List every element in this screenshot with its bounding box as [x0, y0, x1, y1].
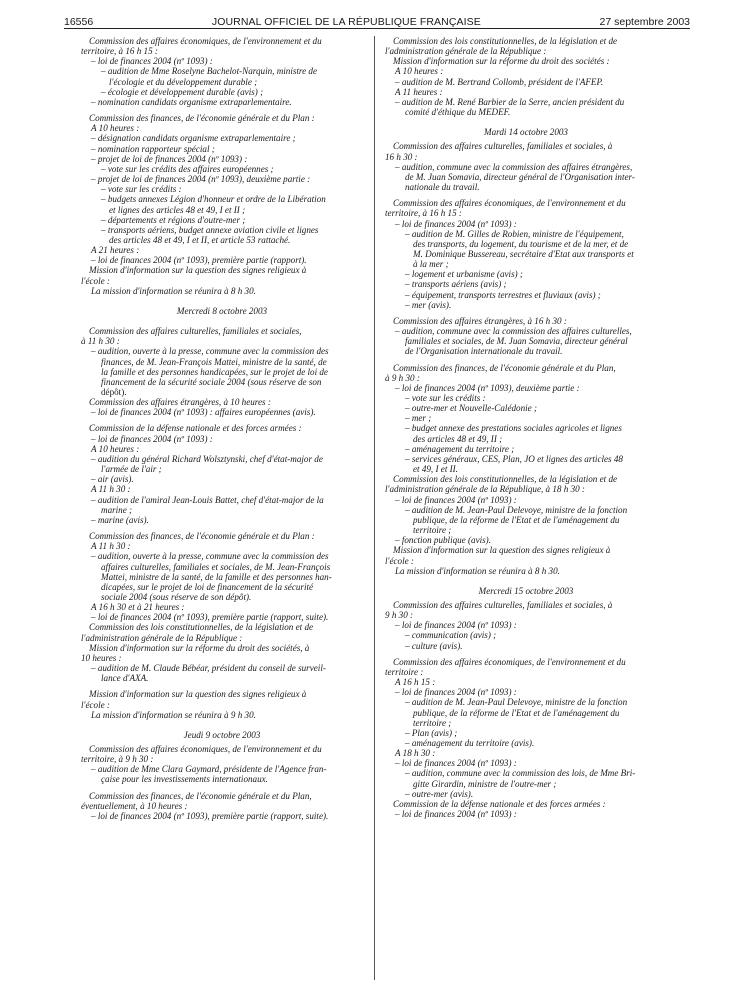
text-line: – vote sur les crédits :: [405, 393, 486, 403]
right-column: [385, 36, 667, 819]
text-line: A 10 heures :: [91, 123, 140, 134]
text-line: – mer (avis).: [405, 299, 452, 310]
text-line: comité d'éthique du MEDEF.: [405, 107, 511, 118]
text-line: 9 h 30 :: [385, 610, 414, 621]
text-line: de M. Juan Somavia, directeur général de l'Organisation inter-: [405, 171, 635, 182]
text-line: familiales et sociales, de M. Juan Somavia, directeur général: [405, 336, 628, 347]
text-line: l'école :: [81, 699, 110, 710]
text-line: Commission des affaires culturelles, familiales et sociales, à: [393, 599, 613, 610]
text-line: territoire, à 16 h 15 :: [81, 46, 158, 57]
text-line: Mission d'information sur la réforme du droit des sociétés, à: [89, 642, 310, 653]
text-line: – loi de finances 2004 (nº 1093) :: [91, 433, 213, 444]
text-line: financement de la sécurité sociale 2004 (sous réserve de son: [101, 376, 322, 387]
date-heading: Jeudi 9 octobre 2003: [183, 729, 261, 740]
text-line: éventuellement, à 10 heures :: [81, 800, 188, 811]
issue-date: 27 septembre 2003: [599, 16, 690, 28]
text-line: A 10 heures :: [395, 66, 444, 77]
text-line: – audition de M. Gilles de Robien, ministre de l'équipement,: [405, 228, 624, 239]
text-line: dépôt).: [101, 387, 127, 397]
text-line: territoire :: [385, 666, 424, 677]
text-line: – outre-mer et Nouvelle-Calédonie ;: [405, 403, 537, 414]
text-line: l'armée de l'air ;: [101, 464, 162, 475]
text-line: A 18 h 30 :: [395, 748, 436, 759]
text-line: Commission des affaires culturelles, familiales et sociales, à: [393, 141, 613, 152]
text-line: l'école :: [385, 555, 414, 566]
text-line: – services généraux, CES, Plan, JO et lignes des articles 48: [405, 453, 623, 464]
text-line: – transports aériens (avis) ;: [405, 279, 507, 290]
text-line: l'école :: [81, 275, 110, 286]
text-line: – écologie et développement durable (avis) ;: [101, 86, 264, 97]
text-line: Commission des affaires économiques, de l'environnement et du: [393, 198, 626, 209]
text-line: A 11 heures :: [395, 86, 443, 97]
text-line: – loi de finances 2004 (nº 1093) :: [395, 620, 517, 631]
text-line: – audition, ouverte à la presse, commune avec la commission des: [91, 346, 329, 357]
text-line: 16 h 30 :: [385, 151, 418, 162]
text-line: – aménagement du territoire ;: [405, 443, 515, 454]
text-line: – loi de finances 2004 (nº 1093) :: [395, 218, 517, 229]
text-line: Mission d'information sur la question des signes religieux à: [89, 689, 307, 700]
text-line: – loi de finances 2004 (nº 1093) :: [395, 687, 517, 698]
paragraph-gap: [81, 296, 363, 302]
date-heading: Mardi 14 octobre 2003: [484, 127, 568, 138]
text-line: l'administration générale de la République :: [385, 46, 547, 57]
text-line: – marine (avis).: [91, 514, 149, 525]
text-line: Mattei, ministre de la santé, de la famille et des personnes han-: [101, 571, 332, 582]
text-line: – audition, commune avec la commission des affaires étrangères,: [395, 161, 633, 172]
text-line: Commission des affaires économiques, de l'environnement et du: [89, 744, 322, 754]
text-line: – loi de finances 2004 (nº 1093) :: [395, 494, 517, 505]
text-line: publique, de la réforme de l'Etat et de l'aménagement du: [413, 514, 620, 525]
text-line: – audition, commune avec la commission des affaires culturelles,: [395, 326, 632, 337]
text-line: – transports aériens, budget annexe aviation civile et lignes: [101, 224, 319, 235]
text-line: la famille et des personnes handicapées, sur le projet de loi de: [101, 366, 328, 377]
date-heading: Mercredi 8 octobre 2003: [176, 305, 268, 316]
text-line: – outre-mer (avis).: [405, 788, 474, 799]
text-line: M. Dominique Bussereau, secrétaire d'Etat aux transports et: [413, 248, 634, 259]
text-line: – audition de l'amiral Jean-Louis Battet, chef d'état-major de la: [91, 494, 324, 505]
paragraph-gap: [81, 720, 363, 726]
text-line: – fonction publique (avis).: [395, 535, 491, 546]
text-line: Commission des affaires culturelles, familiales et sociales,: [89, 326, 302, 337]
text-line: – budget annexe des prestations sociales agricoles et lignes: [405, 423, 622, 434]
text-line: La mission d'information se réunira à 9 h 30.: [91, 709, 256, 720]
text-line: – loi de finances 2004 (nº 1093), première partie (rapport, suite).: [91, 810, 329, 821]
text-line: des articles 48 et 49, II ;: [413, 433, 503, 444]
text-line: l'écologie et du développement durable ;: [109, 76, 258, 87]
text-line: – loi de finances 2004 (nº 1093) :: [395, 758, 517, 769]
text-line: – audition de Mme Roselyne Bachelot-Narquin, ministre de: [101, 66, 318, 77]
text-line: l'administration générale de la République :: [81, 632, 243, 643]
text-line: des transports, du logement, du tourisme et de la mer, et de: [413, 238, 629, 249]
text-line: – audition de M. Bertrand Collomb, président de l'AFEP.: [395, 76, 604, 87]
text-line: Commission des lois constitutionnelles, de la législation et de: [89, 622, 314, 633]
page-header: [64, 10, 690, 29]
text-line: – loi de finances 2004 (nº 1093) :: [395, 809, 517, 820]
text-line: – nomination candidats organisme extraparlementaire.: [91, 96, 292, 107]
text-line: territoire, à 9 h 30 :: [81, 754, 154, 765]
left-column: [81, 36, 363, 821]
text-line: territoire, à 16 h 15 :: [385, 208, 462, 219]
text-line: – loi de finances 2004 (nº 1093), première partie (rapport).: [91, 255, 307, 266]
column-divider: [374, 36, 375, 980]
text-line: nationale du travail.: [405, 182, 480, 193]
text-line: – projet de loi de finances 2004 (nº 1093), deuxième partie :: [91, 174, 311, 185]
text-line: – air (avis).: [91, 474, 134, 485]
text-line: – loi de finances 2004 (nº 1093) : affaires européennes (avis).: [91, 407, 316, 418]
text-line: Commission des finances, de l'économie générale et du Plan :: [89, 531, 315, 542]
text-line: finances, de M. Jean-François Mattei, ministre de la santé, de: [101, 356, 327, 367]
text-line: – audition de M. Jean-Paul Delevoye, ministre de la fonction: [405, 697, 628, 708]
page-number: 16556: [64, 16, 94, 28]
text-line: Mission d'information sur la question des signes religieux à: [393, 545, 611, 556]
text-line: – Plan (avis) ;: [405, 727, 458, 738]
text-line: – loi de finances 2004 (nº 1093), deuxième partie :: [395, 382, 580, 393]
text-line: à la mer ;: [413, 259, 449, 270]
text-line: Commission des finances, de l'économie générale et du Plan,: [393, 362, 616, 373]
text-line: 10 heures :: [81, 652, 122, 663]
text-line: – audition du général Richard Wolsztynski, chef d'état-major de: [91, 453, 323, 464]
text-line: A 21 heures :: [91, 245, 140, 256]
text-line: Commission de la défense nationale et des forces armées :: [89, 423, 302, 434]
text-line: – communication (avis) ;: [405, 630, 497, 641]
text-line: sociale 2004 (sous réserve de son dépôt).: [101, 591, 252, 602]
date-heading: Mercredi 15 octobre 2003: [478, 585, 574, 596]
text-line: Commission des finances, de l'économie générale et du Plan :: [89, 113, 315, 124]
text-line: La mission d'information se réunira à 8 h 30.: [395, 565, 560, 576]
text-line: – audition de Mme Clara Gaymard, présidente de l'Agence fran-: [91, 764, 327, 775]
journal-title: JOURNAL OFFICIEL DE LA RÉPUBLIQUE FRANÇAISE: [211, 16, 481, 28]
text-line: des articles 48 et 49, I et II, et article 53 rattaché.: [109, 234, 291, 245]
text-line: A 16 h 30 et à 21 heures :: [91, 602, 185, 613]
text-line: marine ;: [101, 504, 133, 515]
text-line: – audition, commune avec la commission des lois, de Mme Bri-: [405, 768, 636, 779]
text-line: affaires culturelles, familiales et sociales, de M. Jean-François: [101, 561, 331, 572]
text-line: Mission d'information sur la question des signes religieux à: [89, 265, 307, 276]
text-line: – loi de finances 2004 (nº 1093), première partie (rapport, suite).: [91, 612, 329, 623]
text-line: A 11 h 30 :: [91, 484, 131, 495]
text-line: dicapées, sur le projet de loi de financement de la sécurité: [101, 581, 314, 592]
text-line: – nomination rapporteur spécial ;: [91, 143, 215, 154]
text-line: Commission des lois constitutionnelles, de la législation et de: [393, 474, 618, 485]
text-line: – mer ;: [405, 413, 432, 424]
text-line: – départements et régions d'outre-mer ;: [101, 214, 246, 225]
text-line: lance d'AXA.: [101, 673, 149, 684]
paragraph-gap: [385, 576, 667, 582]
text-line: – aménagement du territoire (avis).: [405, 738, 535, 748]
text-line: – projet de loi de finances 2004 (nº 1093) :: [91, 153, 248, 164]
text-line: Commission de la défense nationale et des forces armées :: [393, 798, 606, 809]
text-line: – vote sur les crédits des affaires européennes ;: [101, 163, 274, 174]
text-line: – culture (avis).: [405, 640, 463, 651]
text-line: Commission des affaires étrangères, à 16 h 30 :: [393, 315, 567, 326]
text-line: A 16 h 15 :: [395, 677, 436, 688]
text-line: Commission des finances, de l'économie générale et du Plan,: [89, 790, 312, 801]
text-line: – désignation candidats organisme extraparlementaire ;: [91, 133, 296, 144]
text-line: A 11 h 30 :: [91, 541, 131, 552]
text-line: A 10 heures :: [91, 443, 140, 454]
text-line: Commission des affaires économiques, de l'environnement et du: [89, 36, 322, 46]
text-line: et 49, I et II.: [413, 464, 458, 475]
text-line: gitte Girardin, ministre de l'outre-mer ;: [413, 778, 557, 789]
text-line: Commission des affaires étrangères, à 10 heures :: [89, 397, 271, 408]
text-line: – logement et urbanisme (avis) ;: [405, 269, 523, 280]
text-line: – équipement, transports terrestres et fluviaux (avis) ;: [405, 289, 601, 300]
text-line: – vote sur les crédits :: [101, 184, 182, 195]
text-line: – audition de M. Claude Bébéar, président du conseil de surveil-: [91, 663, 326, 674]
text-line: publique, de la réforme de l'Etat et de l'aménagement du: [413, 707, 620, 718]
text-line: La mission d'information se réunira à 8 h 30.: [91, 285, 256, 296]
text-line: – audition de M. René Barbier de la Serre, ancien président du: [395, 96, 625, 107]
text-line: – audition, ouverte à la presse, commune avec la commission des: [91, 551, 329, 562]
text-line: à 9 h 30 :: [385, 372, 420, 383]
text-line: territoire ;: [413, 717, 452, 728]
text-line: et lignes des articles 48 et 49, I et II ;: [109, 204, 246, 215]
text-line: çaise pour les investissements internationaux.: [101, 774, 268, 785]
text-line: l'administration générale de la République, à 18 h 30 :: [385, 484, 585, 495]
text-line: – budgets annexes Légion d'honneur et ordre de la Libération: [101, 194, 326, 205]
text-line: Commission des lois constitutionnelles, de la législation et de: [393, 36, 618, 46]
text-line: Mission d'information sur la réforme du droit des sociétés :: [393, 56, 610, 67]
text-line: Commission des affaires économiques, de l'environnement et du: [393, 656, 626, 667]
text-line: à 11 h 30 :: [81, 336, 120, 347]
text-line: de l'Organisation internationale du travail.: [405, 346, 563, 357]
text-line: – audition de M. Jean-Paul Delevoye, ministre de la fonction: [405, 504, 628, 515]
paragraph-gap: [385, 117, 667, 123]
text-line: – loi de finances 2004 (nº 1093) :: [91, 56, 213, 67]
text-line: territoire ;: [413, 525, 452, 536]
